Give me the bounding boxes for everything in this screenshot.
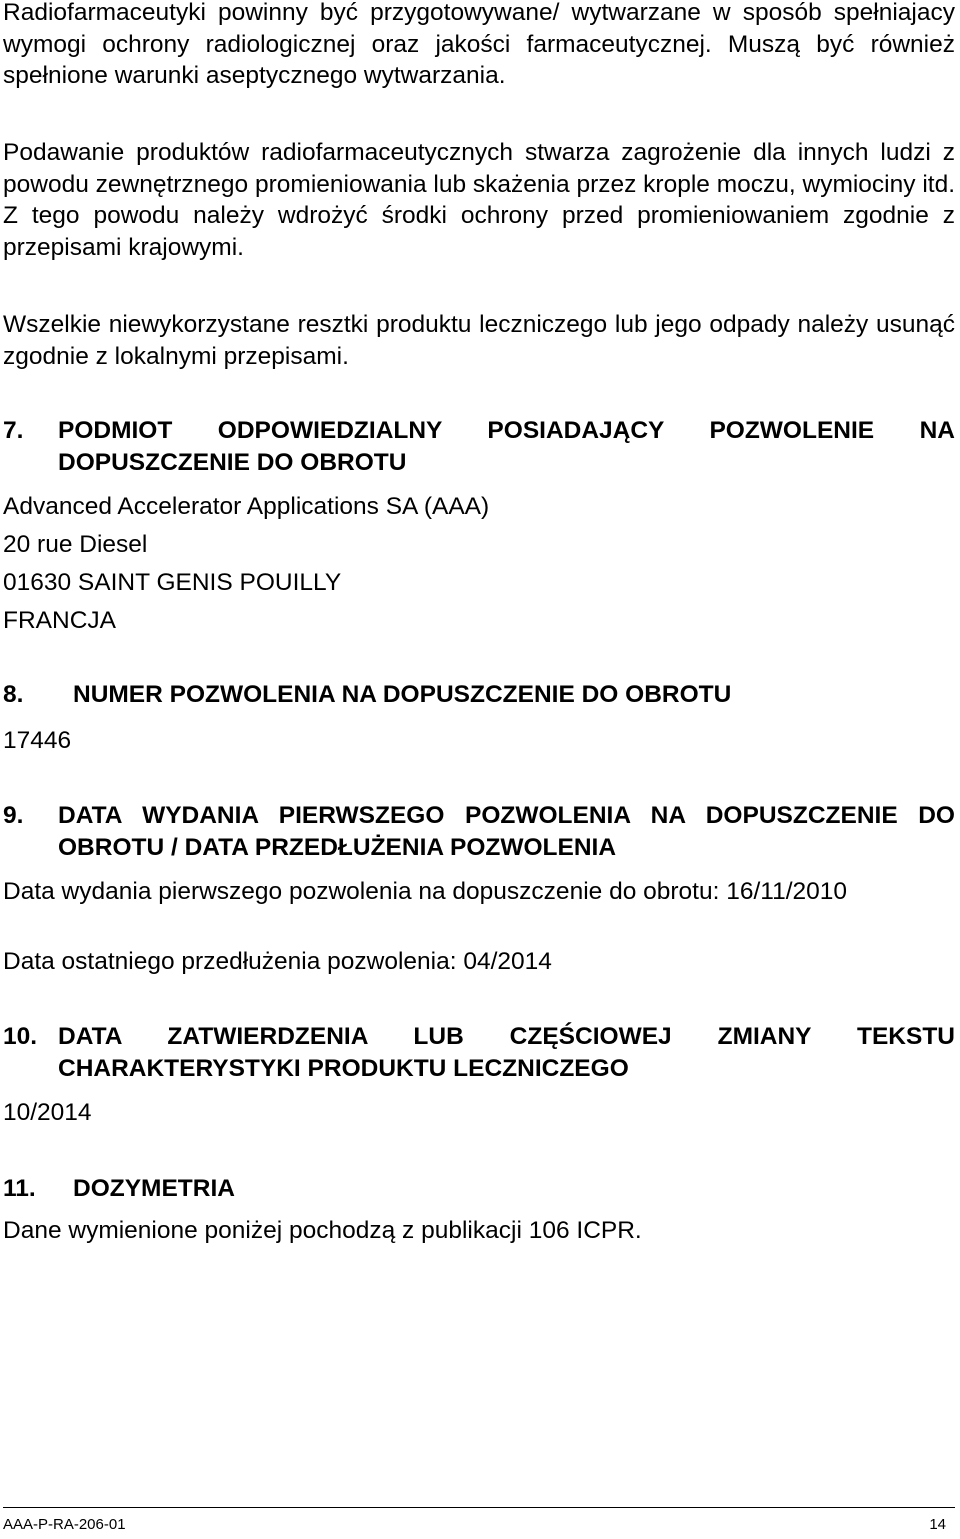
section-11-title: DOZYMETRIA [73, 1175, 235, 1202]
holder-street: 20 rue Diesel [3, 531, 148, 558]
footer-divider [3, 1507, 955, 1508]
paragraph-radiation-hazard: Podawanie produktów radiofarmaceutycznych stwarza zagrożenie dla innych ludzi z powodu zewnętrznego promieniowania lub skażenia przez krople moczu, wymiociny itd. Z tego powodu należy wdrożyć środki ochrony przed promieniowaniem zgodnie z przepisami krajowymi. [3, 139, 955, 261]
dosimetry-text: Dane wymienione poniżej pochodzą z publikacji 106 ICPR. [3, 1217, 642, 1244]
section-9-number: 9. [3, 802, 24, 829]
paragraph-radiopharmaceutical-preparation: Radiofarmaceutyki powinny być przygotowywane/ wytwarzane w sposób spełniajacy wymogi ochrony radiologicznej oraz jakości farmaceutycznej. Muszą być również spełnione warunki aseptycznego wytwarzania. [3, 0, 955, 89]
holder-country: FRANCJA [3, 607, 116, 634]
section-10-number: 10. [3, 1023, 38, 1050]
text-revision-date: 10/2014 [3, 1099, 92, 1126]
footer-document-code: AAA-P-RA-206-01 [3, 1516, 126, 1533]
footer-page-number: 14 [929, 1516, 946, 1533]
section-7-number: 7. [3, 417, 24, 444]
first-approval-date: Data wydania pierwszego pozwolenia na dopuszczenie do obrotu: 16/11/2010 [3, 878, 848, 905]
section-9-heading [3, 800, 955, 863]
authorization-number: 17446 [3, 727, 72, 754]
holder-company: Advanced Accelerator Applications SA (AAA) [3, 493, 490, 520]
section-10-title: DATA ZATWIERDZENIA LUB CZĘŚCIOWEJ ZMIANY TEKSTU CHARAKTERYSTYKI PRODUKTU LECZNICZEGO [58, 1023, 955, 1082]
section-8-number: 8. [3, 681, 24, 708]
section-8-heading [3, 679, 955, 711]
section-7-heading [3, 415, 955, 478]
section-8-title: NUMER POZWOLENIA NA DOPUSZCZENIE DO OBROTU [73, 681, 732, 708]
section-11-number: 11. [3, 1175, 36, 1202]
paragraph-waste-disposal: Wszelkie niewykorzystane resztki produktu leczniczego lub jego odpady należy usunąć zgodnie z lokalnymi przepisami. [3, 311, 955, 370]
section-11-heading [3, 1173, 955, 1205]
section-9-title: DATA WYDANIA PIERWSZEGO POZWOLENIA NA DOPUSZCZENIE DO OBROTU / DATA PRZEDŁUŻENIA POZWOLENIA [58, 802, 955, 861]
holder-city: 01630 SAINT GENIS POUILLY [3, 569, 342, 596]
section-10-heading [3, 1021, 955, 1084]
section-7-title: PODMIOT ODPOWIEDZIALNY POSIADAJĄCY POZWOLENIE NA DOPUSZCZENIE DO OBROTU [58, 417, 955, 476]
renewal-date: Data ostatniego przedłużenia pozwolenia: 04/2014 [3, 948, 552, 975]
